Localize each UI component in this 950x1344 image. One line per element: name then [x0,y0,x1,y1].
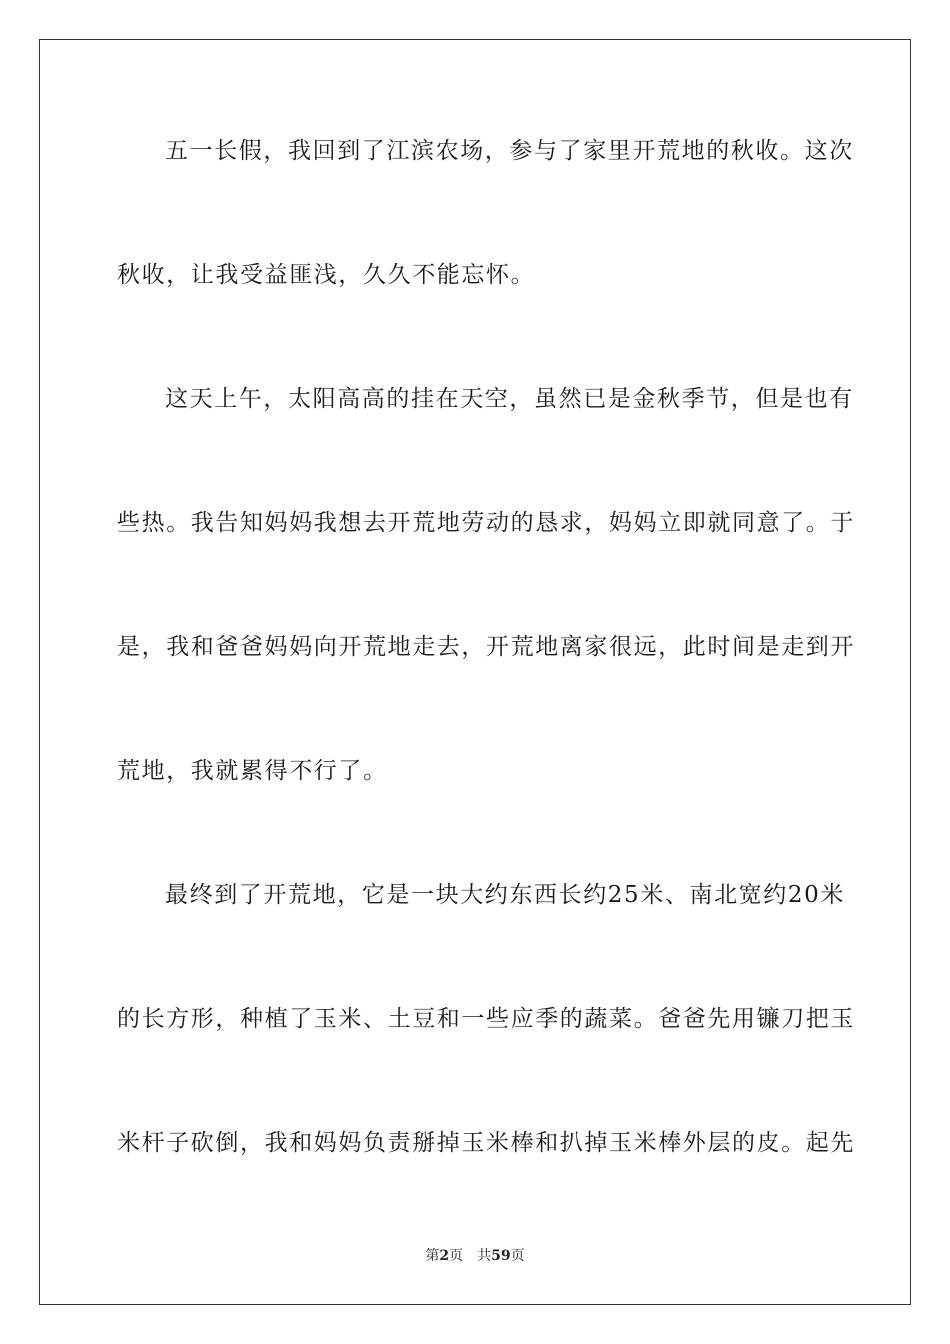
text-line-1: 五一长假，我回到了江滨农场，参与了家里开荒地的秋收。这次 [165,138,854,164]
text-line-4: 些热。我告知妈妈我想去开荒地劳动的恳求，妈妈立即就同意了。于 [117,510,855,536]
total-suffix: 页 [510,1248,525,1264]
text-line-3: 这天上午，太阳高高的挂在天空，虽然已是金秋季节，但是也有 [165,386,854,412]
text-line-6: 荒地，我就累得不行了。 [117,758,388,784]
text-line-9: 米杆子砍倒，我和妈妈负责掰掉玉米棒和扒掉玉米棒外层的皮。起先 [117,1130,855,1156]
page-border [39,39,911,1305]
page-number: 2 [439,1248,450,1264]
page-suffix: 页 [449,1248,464,1264]
text-line-7: 最终到了开荒地，它是一块大约东西长约25米、南北宽约20米 [165,882,845,908]
page-footer [0,1246,950,1266]
text-line-5: 是，我和爸爸妈妈向开荒地走去，开荒地离家很远，此时间是走到开 [117,634,855,660]
total-prefix: 共 [477,1248,492,1264]
text-line-2: 秋收，让我受益匪浅，久久不能忘怀。 [117,262,536,288]
text-line-8: 的长方形，种植了玉米、土豆和一些应季的蔬菜。爸爸先用镰刀把玉 [117,1006,855,1032]
total-pages: 59 [491,1248,511,1264]
page-prefix: 第 [425,1248,440,1264]
